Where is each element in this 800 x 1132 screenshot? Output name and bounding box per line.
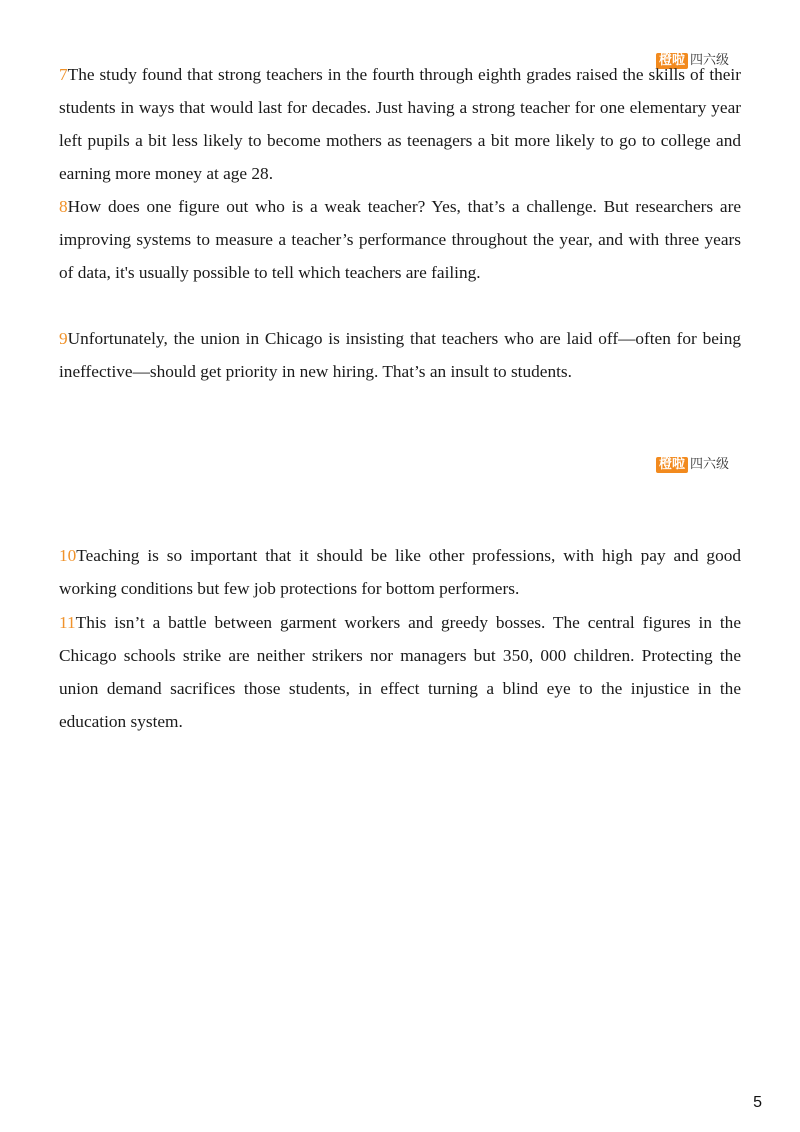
paragraph-text: The study found that strong teachers in the fourth through eighth grades raised the skills of their students in ways that would last for decades. Just having a strong teacher for one elementary year left pupils a bit less likely to become mothers as teenagers a bit more likely to go to college and earning more money at age 28. xyxy=(59,65,741,183)
watermark-brand: 橙啦 xyxy=(656,53,688,69)
paragraph-9 xyxy=(59,322,741,388)
paragraph-text: This isn’t a battle between garment workers and greedy bosses. The central figures in the Chicago schools strike are neither strikers nor managers but 350, 000 children. Protecting the union demand sacrifices those students, in effect turning a blind eye to the injustice in the education system. xyxy=(59,613,741,731)
paragraph-11 xyxy=(59,606,741,738)
paragraph-number: 8 xyxy=(59,197,68,216)
paragraph-7 xyxy=(59,58,741,190)
paragraph-text: Teaching is so important that it should be like other professions, with high pay and good working conditions but few job protections for bottom performers. xyxy=(59,546,741,598)
page-number: 5 xyxy=(753,1094,762,1111)
paragraph-number: 7 xyxy=(59,65,68,84)
watermark-brand: 橙啦 xyxy=(656,457,688,473)
watermark-subtitle: 四六级 xyxy=(690,53,730,68)
paragraph-text: How does one figure out who is a weak teacher? Yes, that’s a challenge. But researchers are improving systems to measure a teacher’s performance throughout the year, and with three years of data, it's usually possible to tell which teachers are failing. xyxy=(59,197,741,282)
paragraph-number: 10 xyxy=(59,546,77,565)
paragraph-number: 11 xyxy=(59,613,76,632)
paragraph-text: Unfortunately, the union in Chicago is insisting that teachers who are laid off—often for being ineffective—should get priority in new hiring. That’s an insult to students. xyxy=(59,329,741,381)
paragraph-10 xyxy=(59,539,741,605)
paragraph-number: 9 xyxy=(59,329,68,348)
watermark-logo xyxy=(656,457,729,473)
watermark-subtitle: 四六级 xyxy=(690,457,730,472)
paragraph-8 xyxy=(59,190,741,289)
